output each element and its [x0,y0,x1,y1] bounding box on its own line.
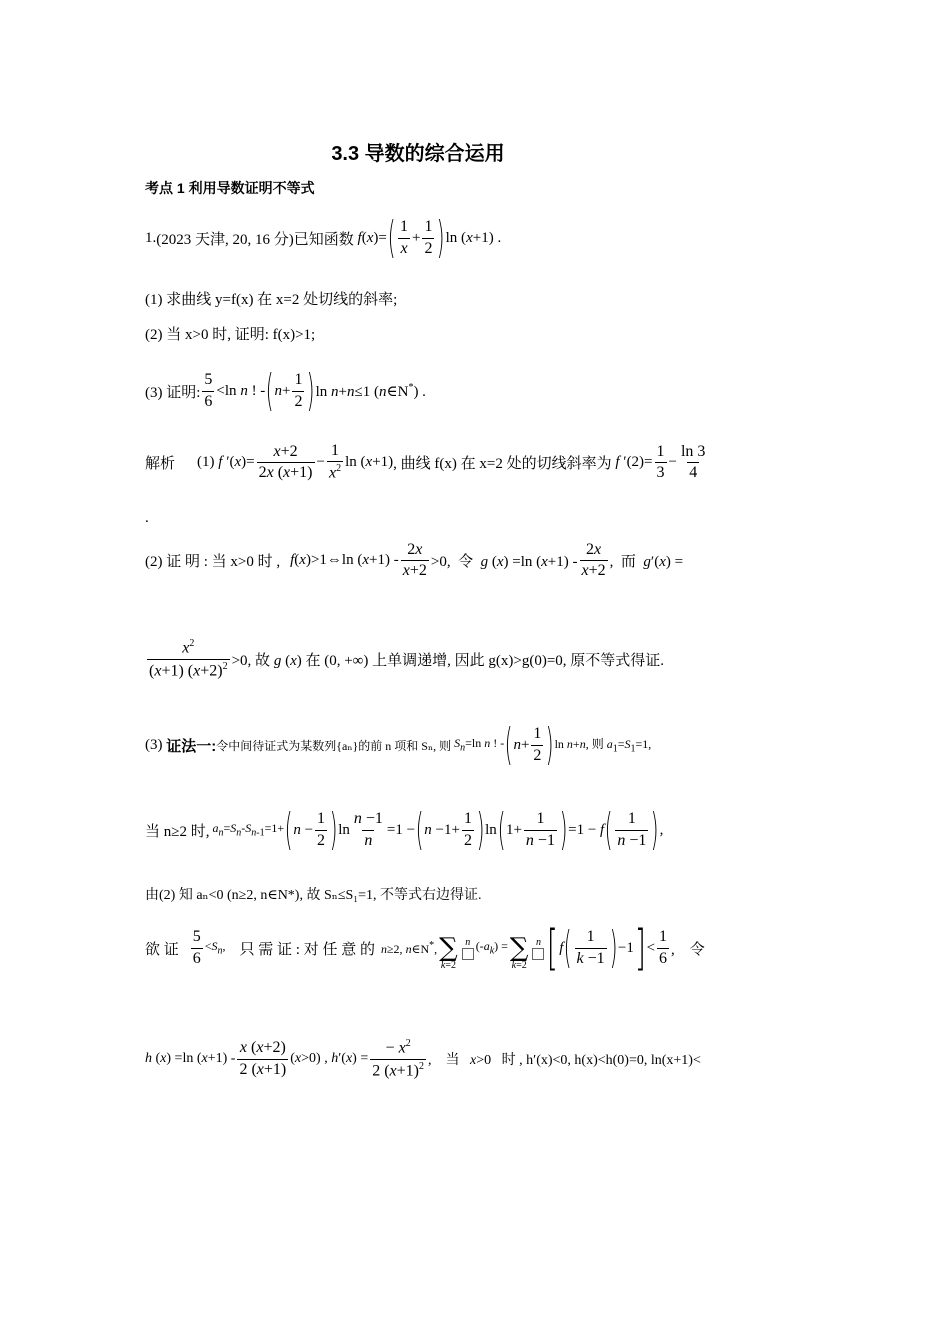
fraction: $\frac{1}{3}$ [656,442,665,482]
summation: ∑ k=2 [509,933,529,971]
fraction: $\frac{x (x+2)}{2 (x+1)}$ [239,1039,287,1078]
fraction: $\frac{- x^2}{2 (x+1)^2}$ [372,1038,425,1080]
question-3: (3) 证明: $\frac{5}{6}$ <ln n ! - ( n+ $\frac{1}{2}$ ) ln n+n≤1 (n∈N*) . [145,365,426,416]
fraction: $\frac{1}{x}$ [400,218,408,257]
solution-part-3: (3) 证法一: 令中间待证式为某数列{aₙ}的前 n 项和 Sₙ, 则 $S_n=\ln$ n ! - ( n+ $\frac{1}{2}$ ) ln n+n, 则 $a_1=S_1=1$, [145,719,652,770]
fraction: $\frac{1}{2}$ [294,371,303,410]
solution-part-2: (2) 证 明 : 当 x>0 时 , f(x)>1⇔ln (x+1) - $\frac{2x}{x+2}$ >0, 令 g (x) =ln (x+1) - $\frac{2x}{x+2}$ , 而 g′(x) = [145,541,684,580]
fraction: $\frac{1}{2}$ [533,725,542,764]
fraction: $\frac{5}{6}$ [204,371,213,410]
fraction: $\frac{n -1}{n}$ [353,810,383,849]
fraction: $\frac{1}{2}$ [463,810,472,849]
fraction: $\frac{5}{6}$ [192,928,201,967]
page-title: 3.3 导数的综合运用 [331,143,505,165]
problem-source: (2023 天津, 20, 16 分) [156,231,294,248]
solution-part-3-want: 欲 证 $\frac{5}{6}$ $<S_n$, 只 需 证 : 对 任 意 的 n≥2, n∈N*, ∑ k=2 n $(-a_k)$ = ∑ k=2 n [ f ( $\frac{1}{k -1}$ ) −1 ] < $\frac{1}{6}$ , 令 [145,920,705,976]
question-2: (2) 当 x>0 时, 证明: f(x)>1; [145,327,316,343]
section-heading: 考点 1 利用导数证明不等式 [145,180,315,196]
fraction: $\frac{x+2}{2x (x+1)}$ [258,442,313,482]
solution-part-3-last: h (x) =ln (x+1) - $\frac{x (x+2)}{2 (x+1)}$ (x>0) , h′(x) = $\frac{- x^2}{2 (x+1)^2}$ , 当 x>0 时 , h′(x)<0, h(x)<h(0)=0, ln(x+1)< [145,1038,701,1080]
fraction: $\frac{x^2}{(x+1) (x+2)^2}$ [149,638,228,680]
function-def: f(x)= [357,229,387,246]
problem-number: 1. [145,229,157,246]
placeholder-box: n [532,937,544,960]
question-1: (1) 求曲线 y=f(x) 在 x=2 处切线的斜率; [145,292,398,308]
solution-part-1: 解析 (1) f ′(x)= $\frac{x+2}{2x (x+1)}$ − $\frac{1}{x^2}$ ln (x+1) , 曲线 f(x) 在 x=2 处的切线斜率为 f ′(2)= $\frac{1}{3}$ − $\frac{\ln 3}{4}$ [145,442,706,482]
fraction: $\frac{\ln 3}{4}$ [680,442,706,482]
fraction: $\frac{2x}{x+2}$ [581,541,606,580]
summation: ∑ k=2 [439,933,458,971]
fraction: $\frac{1}{6}$ [659,928,668,967]
method-label: 证法一: [166,737,217,755]
fraction: $\frac{2x}{x+2}$ [402,541,427,580]
problem-statement: 1. (2023 天津, 20, 16 分) 已知函数 f(x)= ( $\frac{1}{x}$ + $\frac{1}{2}$ ) ln (x+1) . [145,212,502,263]
fraction: $\frac{1}{2}$ [424,218,433,257]
fraction: $\frac{1}{k -1}$ [576,928,605,967]
solution-label: 解析 [145,456,176,473]
fraction: $\frac{1}{2}$ [317,810,326,849]
placeholder-box: n [462,937,474,960]
period: . [145,510,149,526]
solution-part-3-when: 当 n≥2 时, $a_n=S_n-S_{n-1}=1+$ ( n − $\frac{1}{2}$ ) ln $\frac{n -1}{n}$ =1 − ( n −1+ $\frac{1}{2}$ ) ln ( 1+ $\frac{1}{n -1}$ ) =1 − f ( $\frac{1}{n -1}$ ) , [145,804,664,855]
fraction: $\frac{1}{n -1}$ [525,810,555,849]
fraction: $\frac{1}{n -1}$ [617,810,647,849]
problem-intro: 已知函数 [293,231,354,248]
solution-part-3-result: 由(2) 知 aₙ<0 (n≥2, n∈N*), 故 Sₙ≤S₁=1, 不等式右边得证. [145,888,482,903]
solution-part-2-cont: $\frac{x^2}{(x+1) (x+2)^2}$ >0, 故 g (x) 在 (0, +∞) 上单调递增, 因此 g(x)>g(0)=0, 原不等式得证. [149,638,665,680]
fraction: $\frac{1}{x^2}$ [328,442,342,482]
